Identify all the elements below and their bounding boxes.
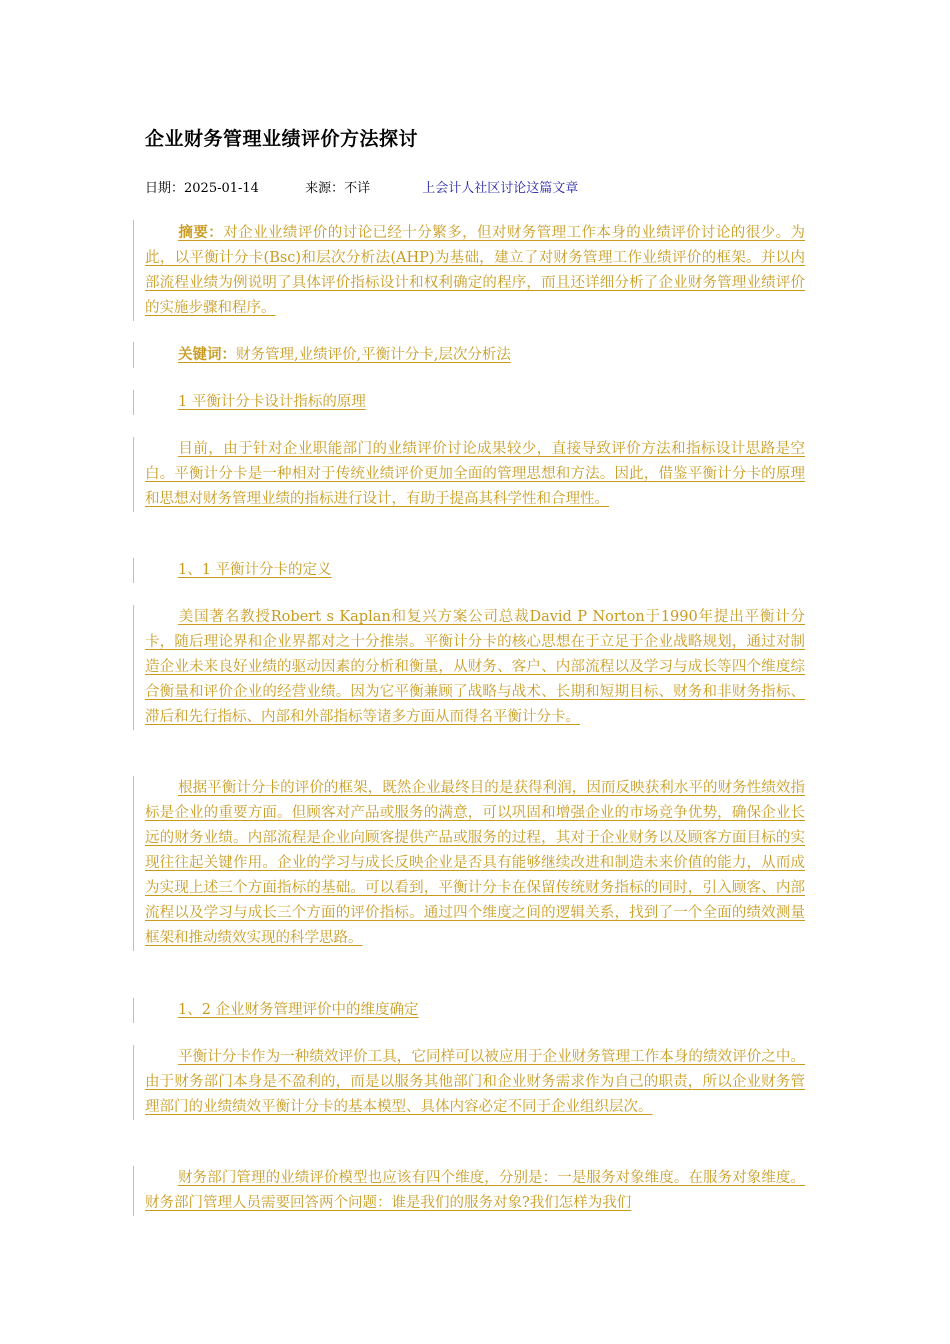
- abstract-block: [133, 220, 805, 321]
- article-source: 来源：不详: [305, 181, 371, 196]
- section-1-1-paragraph-2-text: 根据平衡计分卡的评价的框架，既然企业最终目的是获得利润，因而反映获利水平的财务性绩效指标是企业的重要方面。但顾客对产品或服务的满意，可以巩固和增强企业的市场竞争优势，确保企业长远的财务业绩。内部流程是企业向顾客提供产品或服务的过程，其对于企业财务以及顾客方面目标的实现往往起关键作用。企业的学习与成长反映企业是否具有能够继续改进和制造未来价值的能力，从而成为实现上述三个方面指标的基础。可以看到，平衡计分卡在保留传统财务指标的同时，引入顾客、内部流程以及学习与成长三个方面的评价指标。通过四个维度之间的逻辑关系，找到了一个全面的绩效测量框架和推动绩效实现的科学思路。: [145, 780, 805, 946]
- section-1-2-paragraph-2[interactable]: [145, 1166, 805, 1216]
- section-1-heading-text: 1 平衡计分卡设计指标的原理: [178, 394, 366, 410]
- section-1-2-paragraph-1-block: [133, 1045, 805, 1120]
- section-1-2-paragraph-1[interactable]: [145, 1045, 805, 1120]
- section-1-1-heading-text: 1、1 平衡计分卡的定义: [178, 562, 332, 578]
- section-1-paragraph-block: [133, 437, 805, 512]
- section-1-heading-block: [133, 390, 805, 415]
- section-1-1-paragraph-2-block: [133, 776, 805, 951]
- section-1-1-paragraph-1-text: 美国著名教授Robert s Kaplan和复兴方案公司总裁David P Norton于1990年提出平衡计分卡，随后理论界和企业界都对之十分推崇。平衡计分卡的核心思想在于立足于企业战略规划，通过对制造企业未来良好业绩的驱动因素的分析和衡量，从财务、客户、内部流程以及学习与成长等四个维度综合衡量和评价企业的经营业绩。因为它平衡兼顾了战略与战术、长期和短期目标、财务和非财务指标、滞后和先行指标、内部和外部指标等诸多方面从而得名平衡计分卡。: [145, 609, 805, 725]
- article-meta: [145, 177, 578, 196]
- section-1-1-paragraph-1[interactable]: [145, 605, 805, 730]
- article-date: 日期：2025-01-14: [145, 181, 259, 196]
- section-1-1-heading[interactable]: [145, 558, 805, 583]
- section-1-1-heading-block: [133, 558, 805, 583]
- discuss-link[interactable]: 上会计人社区讨论这篇文章: [422, 181, 579, 196]
- section-1-paragraph[interactable]: [145, 437, 805, 512]
- section-1-heading[interactable]: [145, 390, 805, 415]
- section-1-1-paragraph-1-block: [133, 605, 805, 730]
- abstract-label: 摘要：: [178, 224, 224, 241]
- keywords-text: 财务管理,业绩评价,平衡计分卡,层次分析法: [236, 347, 511, 363]
- abstract-text: 对企业业绩评价的讨论已经十分繁多，但对财务管理工作本身的业绩评价讨论的很少。为此，以平衡计分卡(Bsc)和层次分析法(AHP)为基础，建立了对财务管理工作业绩评价的框架。并以内部流程业绩为例说明了具体评价指标设计和权利确定的程序，而且还详细分析了企业财务管理业绩评价的实施步骤和程序。: [145, 225, 806, 316]
- keywords-block: [133, 342, 805, 368]
- section-1-2-paragraph-2-block: [133, 1166, 805, 1216]
- keywords-paragraph[interactable]: [145, 342, 805, 368]
- keywords-label: 关键词：: [178, 346, 236, 363]
- section-1-paragraph-text: 目前，由于针对企业职能部门的业绩评价讨论成果较少，直接导致评价方法和指标设计思路是空白。平衡计分卡是一种相对于传统业绩评价更加全面的管理思想和方法。因此，借鉴平衡计分卡的原理和思想对财务管理业绩的指标进行设计，有助于提高其科学性和合理性。: [145, 441, 805, 507]
- section-1-2-heading[interactable]: [145, 998, 805, 1023]
- section-1-2-paragraph-2-text: 财务部门管理的业绩评价模型也应该有四个维度，分别是：一是服务对象维度。在服务对象维度。财务部门管理人员需要回答两个问题：谁是我们的服务对象?我们怎样为我们: [145, 1170, 805, 1211]
- section-1-2-heading-text: 1、2 企业财务管理评价中的维度确定: [178, 1002, 419, 1018]
- section-1-2-heading-block: [133, 998, 805, 1023]
- section-1-1-paragraph-2[interactable]: [145, 776, 805, 951]
- article-title: 企业财务管理业绩评价方法探讨: [145, 128, 419, 150]
- abstract-paragraph[interactable]: [145, 220, 805, 321]
- section-1-2-paragraph-1-text: 平衡计分卡作为一种绩效评价工具，它同样可以被应用于企业财务管理工作本身的绩效评价之中。由于财务部门本身是不盈利的，而是以服务其他部门和企业财务需求作为自己的职责，所以企业财务管理部门的业绩绩效平衡计分卡的基本模型、具体内容必定不同于企业组织层次。: [145, 1049, 805, 1115]
